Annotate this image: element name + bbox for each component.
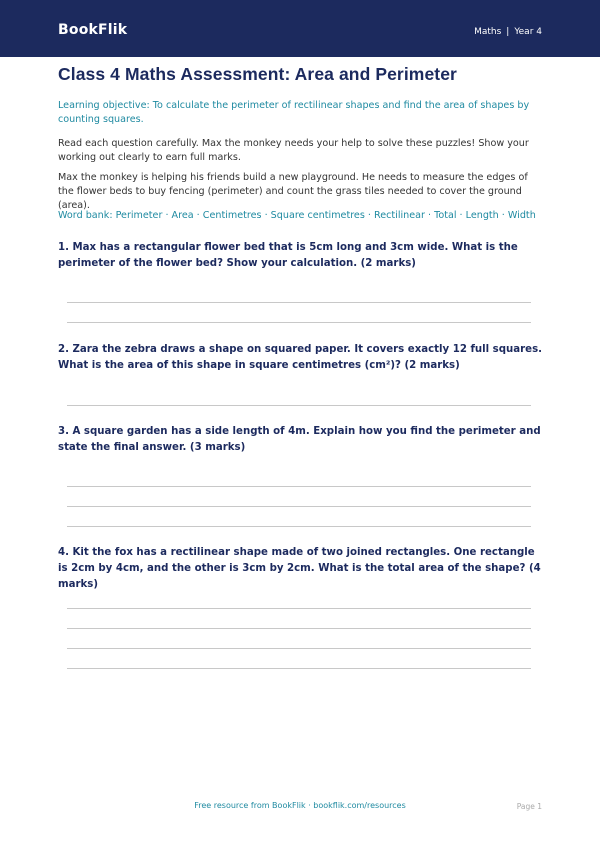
question-3: 3. A square garden has a side length of 4m. Explain how you find the perimeter and state the final answer. (3 marks) (58, 426, 541, 453)
year-label: Year 4 (514, 27, 542, 37)
page-number: Page 1 (516, 802, 542, 811)
answer-line[interactable] (67, 486, 531, 487)
answer-line[interactable] (67, 628, 531, 629)
instructions-paragraph: Read each question carefully. Max the monkey needs your help to solve these puzzles! Show your working out clearly to earn full marks. (58, 138, 529, 163)
footer-credit[interactable]: Free resource from BookFlik · bookflik.com/resources (194, 801, 406, 810)
answer-line[interactable] (67, 648, 531, 649)
answer-line[interactable] (67, 302, 531, 303)
page-title: Class 4 Maths Assessment: Area and Perimeter (58, 64, 457, 84)
question-4: 4. Kit the fox has a rectilinear shape made of two joined rectangles. One rectangle is 2cm by 4cm, and the other is 3cm by 2cm. What is the total area of the shape? (4 marks) (58, 547, 541, 590)
meta-separator: | (506, 27, 510, 37)
answer-line[interactable] (67, 668, 531, 669)
question-1: 1. Max has a rectangular flower bed that is 5cm long and 3cm wide. What is the perimeter of the flower bed? Show your calculation. (2 marks) (58, 242, 518, 269)
question-2: 2. Zara the zebra draws a shape on squared paper. It covers exactly 12 full squares. What is the area of this shape in square centimetres (cm²)? (2 marks) (58, 344, 543, 371)
subject-year-label (474, 27, 542, 37)
learning-objective: Learning objective: To calculate the perimeter of rectilinear shapes and find the area of shapes by counting squares. (58, 100, 530, 125)
answer-line[interactable] (67, 526, 531, 527)
answer-line[interactable] (67, 506, 531, 507)
brand-logo[interactable]: BookFlik (58, 22, 128, 38)
answer-line[interactable] (67, 322, 531, 323)
story-paragraph: Max the monkey is helping his friends build a new playground. He needs to measure the edges of the flower beds to buy fencing (perimeter) and count the grass tiles needed to cover the ground (area). (58, 172, 528, 211)
subject-label: Maths (474, 27, 502, 37)
answer-line[interactable] (67, 405, 531, 406)
answer-line[interactable] (67, 608, 531, 609)
page-header (0, 0, 600, 57)
word-bank: Word bank: Perimeter · Area · Centimetres · Square centimetres · Rectilinear · Total · Length · Width (58, 210, 536, 221)
